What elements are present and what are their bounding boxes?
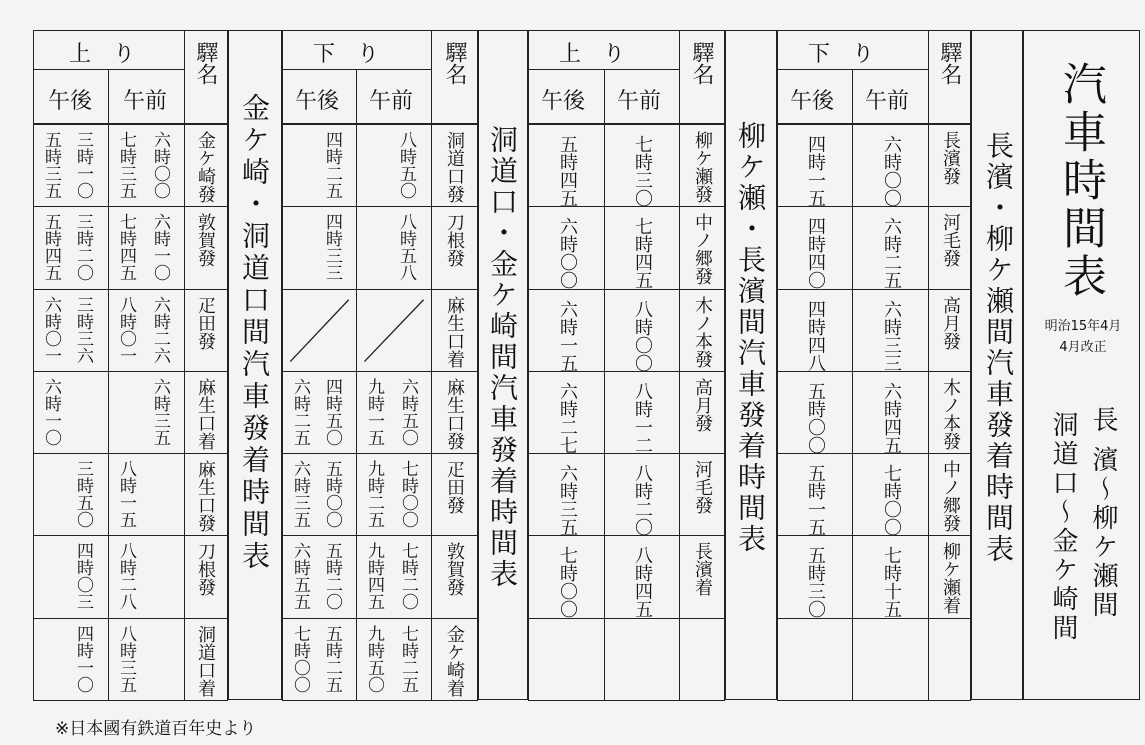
header-am-label: 午前 [123,89,168,114]
time-pm: 五時三〇 [805,546,826,619]
time-am: 七時四五 [632,217,653,290]
station-cell [184,453,228,536]
header-am-d [852,69,929,124]
route-title-c [725,30,777,700]
pm-cell [528,371,605,454]
route-side-dodoguchi: 洞道口〜金ケ崎間 [1048,411,1078,643]
station-cell [928,124,971,207]
header-up-a [33,30,185,70]
am-cell [852,206,929,289]
station-cell [431,371,478,454]
station-cell [184,206,228,289]
time-am: 八時一二 [632,381,653,454]
time-am: 六時四五 [881,381,902,454]
time-am-early: 七時〇〇 [398,460,418,529]
am-cell [356,371,432,454]
station-name: 中ノ郷發 [692,213,713,286]
pm-cell [282,206,357,289]
am-cell [604,371,680,454]
revision-date: 明治15年4月 4月改正 [1044,319,1122,355]
station-cell [928,618,971,701]
station-name: 長濱着 [692,542,713,597]
pm-cell [33,453,109,536]
pm-cell [33,618,109,701]
pm-cell [282,453,357,536]
pm-cell [528,124,605,207]
station-name: 疋田發 [444,460,465,515]
time-am: 六時〇〇 [150,131,170,199]
time-am: 七時三〇 [632,135,653,207]
am-cell [356,124,432,207]
route-title-text: 長濱・柳ケ瀬間汽車發着時間表 [982,131,1015,565]
station-cell [679,618,725,701]
header-am-c [604,69,680,124]
header-station-b [431,30,478,124]
time-pm: 四時四〇 [805,217,826,290]
pm-cell [33,206,109,289]
header-up-label: 上 り [69,42,136,67]
am-cell [852,535,929,618]
time-pm: 六時一五 [557,299,578,372]
am-cell [108,371,185,454]
time-am: 八時五八 [396,213,416,282]
pm-cell [777,206,853,289]
pm-cell [528,618,605,701]
station-cell [431,453,478,536]
route-title-text: 柳ケ瀬・長濱間汽車發着時間表 [734,121,767,555]
header-pm-label: 午後 [790,89,835,114]
time-am-late: 七時三五 [116,131,136,199]
time-am: 八時二〇 [632,464,653,537]
pm-cell [282,289,357,372]
time-pm: 四時一〇 [73,624,93,693]
am-cell [356,206,432,289]
time-pm: 四時一五 [805,135,826,207]
pm-cell [33,289,109,372]
route-title-a [228,30,282,700]
no-stop-slash [357,290,431,371]
am-cell [108,453,185,536]
station-cell [431,124,478,207]
station-name: 金ケ崎發 [195,131,216,203]
header-down-d [777,30,929,70]
time-pm-late: 六時三五 [290,460,310,529]
station-name: 高月發 [940,295,961,350]
station-name: 木ノ本發 [940,377,961,450]
am-cell [604,206,680,289]
station-cell [679,124,725,207]
time-am: 六時三五 [150,377,170,446]
time-am: 八時四五 [632,546,653,619]
time-pm: 五時〇〇 [322,460,342,529]
am-cell [852,618,929,701]
time-am: 六時〇〇 [881,135,902,207]
route-side-nagahama: 長 濱〜柳ケ瀬間 [1088,406,1118,621]
pm-cell [282,124,357,207]
pm-cell [282,618,357,701]
pm-cell [528,453,605,536]
header-station-label: 驛名 [937,41,962,85]
header-down-label: 下 り [808,42,875,67]
station-cell [184,618,228,701]
title-panel [1023,30,1140,700]
time-am-late: 七時四五 [116,213,136,282]
header-am-label: 午前 [369,89,414,114]
time-pm: 三時五〇 [73,460,93,529]
time-am-late: 八時三五 [116,624,136,693]
header-pm-a [33,69,109,124]
time-am: 八時〇〇 [632,299,653,372]
station-cell [184,371,228,454]
header-station-label: 驛名 [689,41,714,85]
pm-cell [777,371,853,454]
time-am: 六時三三 [881,299,902,372]
pm-cell [777,453,853,536]
station-cell [928,289,971,372]
station-name: 刀根發 [444,213,465,268]
am-cell [356,453,432,536]
time-am: 八時五〇 [396,131,416,199]
station-name: 河毛發 [692,460,713,515]
route-title-text: 洞道口・金ケ崎間汽車發着時間表 [486,125,519,590]
time-pm: 六時二七 [557,381,578,454]
station-cell [184,124,228,207]
header-pm-label: 午後 [541,89,586,114]
header-station-d [928,30,971,124]
am-cell [852,453,929,536]
time-pm: 四時〇三 [73,542,93,611]
station-cell [679,371,725,454]
am-cell [852,371,929,454]
time-am-early: 六時五〇 [398,377,418,446]
header-am-b [356,69,432,124]
header-pm-c [528,69,605,124]
time-pm: 四時二五 [322,131,342,199]
time-am: 九時五〇 [364,624,384,693]
pm-cell [33,371,109,454]
route-title-d [971,30,1023,700]
time-pm: 七時〇〇 [557,546,578,619]
time-pm: 四時五〇 [322,377,342,446]
header-station-label: 驛名 [442,41,467,85]
time-am: 六時二六 [150,295,170,364]
route-title-b [478,30,528,700]
station-cell [928,371,971,454]
station-name: 柳ケ瀬發 [692,131,713,203]
time-am-late: 八時二八 [116,542,136,611]
station-cell [679,206,725,289]
header-station-c [679,30,725,124]
station-name: 敦賀發 [195,213,216,268]
time-pm-late: 五時三五 [41,131,61,199]
am-cell [108,618,185,701]
station-name: 木ノ本發 [692,295,713,368]
pm-cell [777,124,853,207]
station-name: 刀根發 [195,542,216,597]
station-name: 長濱發 [940,131,961,185]
time-am-early: 七時二五 [398,624,418,693]
station-name: 中ノ郷發 [940,460,961,533]
station-cell [679,453,725,536]
time-pm: 五時四五 [557,135,578,207]
station-cell [679,535,725,618]
time-pm: 六時〇〇 [557,217,578,290]
am-cell [604,453,680,536]
am-cell [108,206,185,289]
time-am: 七時十五 [881,546,902,619]
header-down-label: 下 り [313,42,380,67]
pm-cell [282,371,357,454]
time-am-late: 八時一五 [116,460,136,529]
header-am-label: 午前 [865,89,910,114]
header-am-a [108,69,185,124]
time-pm-late: 六時一〇 [41,377,61,446]
time-pm-late: 七時〇〇 [290,624,310,693]
header-up-c [528,30,680,70]
header-up-label: 上 り [559,42,626,67]
station-name: 麻生口着 [444,295,465,368]
station-cell [928,206,971,289]
station-name: 敦賀發 [444,542,465,597]
time-pm: 五時一五 [805,464,826,537]
am-cell [356,618,432,701]
time-pm: 五時〇〇 [805,381,826,454]
station-cell [431,618,478,701]
station-name: 洞道口發 [444,131,465,203]
pm-cell [777,618,853,701]
pm-cell [282,535,357,618]
time-am: 九時二五 [364,460,384,529]
station-cell [928,535,971,618]
am-cell [852,289,929,372]
station-cell [431,289,478,372]
time-am: 六時二五 [881,217,902,290]
time-pm: 三時三六 [73,295,93,364]
footer-note: ※日本國有鉄道百年史より [55,719,257,739]
station-name: 麻生口發 [195,460,216,533]
time-pm: 四時四八 [805,299,826,372]
header-pm-d [777,69,853,124]
time-am: 六時一〇 [150,213,170,282]
station-cell [184,535,228,618]
station-name: 金ケ崎着 [444,624,465,697]
pm-cell [777,535,853,618]
time-pm-late: 五時四五 [41,213,61,282]
time-pm: 五時二五 [322,624,342,693]
station-cell [679,289,725,372]
route-title-text: 金ケ崎・洞道口間汽車發着時間表 [238,93,271,573]
header-pm-label: 午後 [295,89,340,114]
pm-cell [528,206,605,289]
am-cell [108,124,185,207]
time-am-early: 七時二〇 [398,542,418,611]
station-name: 河毛發 [940,213,961,268]
time-pm: 五時二〇 [322,542,342,611]
time-pm: 六時三五 [557,464,578,537]
am-cell [604,535,680,618]
station-name: 高月發 [692,377,713,432]
header-down-b [282,30,432,70]
time-am: 九時四五 [364,542,384,611]
pm-cell [528,535,605,618]
am-cell [108,535,185,618]
time-am: 七時〇〇 [881,464,902,537]
time-pm-late: 六時五五 [290,542,310,611]
am-cell [356,535,432,618]
time-pm: 四時三三 [322,213,342,282]
am-cell [604,289,680,372]
time-am-late: 八時〇一 [116,295,136,364]
station-name: 麻生口着 [195,377,216,450]
page-title: 汽車時間表 [1055,61,1106,301]
time-am: 九時一五 [364,377,384,446]
station-name: 洞道口着 [195,624,216,697]
pm-cell [777,289,853,372]
header-station-a [184,30,228,124]
time-pm-late: 六時〇一 [41,295,61,364]
time-pm-late: 六時二五 [290,377,310,446]
am-cell [852,124,929,207]
station-name: 麻生口發 [444,377,465,450]
am-cell [356,289,432,372]
header-am-label: 午前 [617,89,662,114]
time-pm: 三時二〇 [73,213,93,282]
pm-cell [33,124,109,207]
no-stop-slash [283,290,356,371]
header-pm-b [282,69,357,124]
time-pm: 三時一〇 [73,131,93,199]
pm-cell [528,289,605,372]
station-name: 疋田發 [195,295,216,350]
station-cell [184,289,228,372]
station-cell [431,206,478,289]
pm-cell [33,535,109,618]
am-cell [604,124,680,207]
station-cell [928,453,971,536]
am-cell [108,289,185,372]
station-cell [431,535,478,618]
header-station-label: 驛名 [193,41,218,85]
am-cell [604,618,680,701]
header-pm-label: 午後 [48,89,93,114]
station-name: 柳ケ瀬着 [940,542,961,615]
